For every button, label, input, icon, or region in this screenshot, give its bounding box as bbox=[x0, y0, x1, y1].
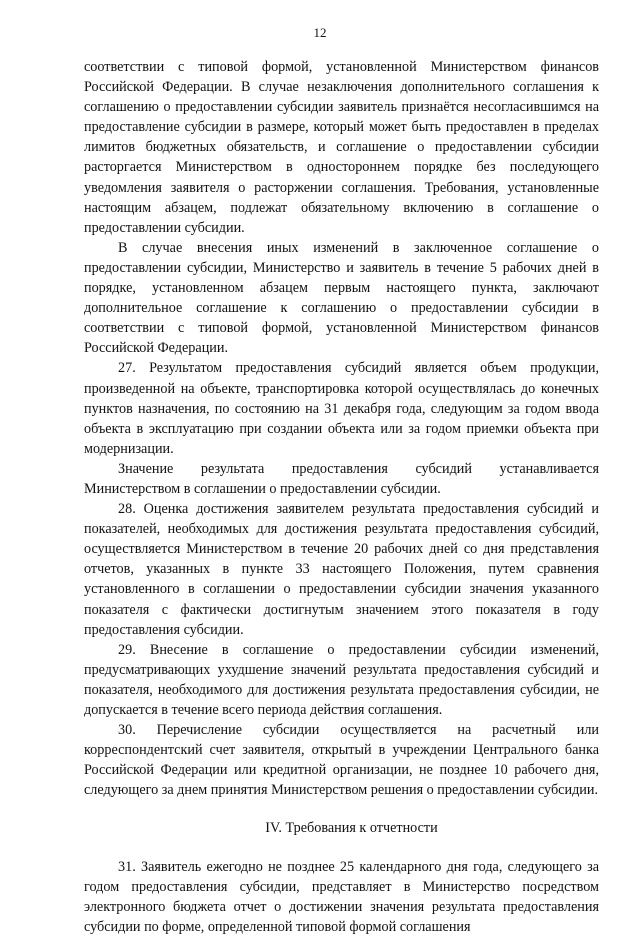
paragraph-other-changes: В случае внесения иных изменений в заключенное соглашение о предоставлении субсидии, Министерство и заявитель в течение 5 рабочих дней в порядке, установленном абзацем первым настоящего пункта, заключают дополнительное соглашение к соглашению о предоставлении субсидии в соответствии с типовой формой, установленной Министерством финансов Российской Федерации. bbox=[84, 239, 599, 357]
paragraph-31: 31. Заявитель ежегодно не позднее 25 календарного дня года, следующего за годом предоставления субсидии, представляет в Министерство посредством электронного бюджета отчет о достижении значения результата предоставления субсидии по форме, определенной типовой формой соглашения bbox=[84, 858, 599, 935]
paragraph-28: 28. Оценка достижения заявителем результата предоставления субсидий и показателей, необходимых для достижения результата предоставления субсидий, осуществляется Министерством в течение 20 рабочих дней со дня представления отчетов, указанных в пункте 33 настоящего Положения, путем сравнения установленного в соглашении о предоставлении субсидии значения указанного показателя с фактически достигнутым значением этого показателя в году предоставления субсидии. bbox=[84, 501, 599, 638]
paragraph-27: 27. Результатом предоставления субсидий является объем продукции, произведенной на объекте, транспортировка которой осуществлялась до конечных пунктов назначения, по состоянию на 31 декабря года, следующим за годом ввода объекта в эксплуатацию при создании объекта или за годом приемки объекта при модернизации. bbox=[84, 360, 599, 457]
section-heading: IV. Требования к отчетности bbox=[265, 820, 438, 837]
paragraph-30: 30. Перечисление субсидии осуществляется на расчетный или корреспондентский счет заявителя, открытый в учреждении Центрального банка Российской Федерации или кредитной организации, не позднее 10 рабочего дня, следующего за днем принятия Министерством решения о предоставлении субсидии. bbox=[84, 722, 599, 799]
paragraph-result-value: Значение результата предоставления субсидий устанавливается Министерством в соглашении о предоставлении субсидии. bbox=[84, 460, 599, 497]
document-body bbox=[84, 57, 599, 937]
paragraph-continuation: соответствии с типовой формой, установленной Министерством финансов Российской Федерации. В случае незаключения дополнительного соглашения к соглашению о предоставлении субсидии заявитель признаётся несогласившимся на предоставление субсидии в размере, который может быть предоставлен в пределах лимитов бюджетных обязательств, и соглашение о предоставлении субсидии расторгается Министерством в одностороннем порядке без последующего уведомления заявителя о расторжении соглашения. Требования, установленные настоящим абзацем, подлежат обязательному включению в соглашение о предоставлении субсидии. bbox=[84, 59, 599, 236]
paragraph-29: 29. Внесение в соглашение о предоставлении субсидии изменений, предусматривающих ухудшение значений результата предоставления субсидий и показателя, необходимого для достижения результата предоставления субсидии, не допускается в течение всего периода действия соглашения. bbox=[84, 641, 599, 718]
page-number: 12 bbox=[313, 25, 327, 40]
